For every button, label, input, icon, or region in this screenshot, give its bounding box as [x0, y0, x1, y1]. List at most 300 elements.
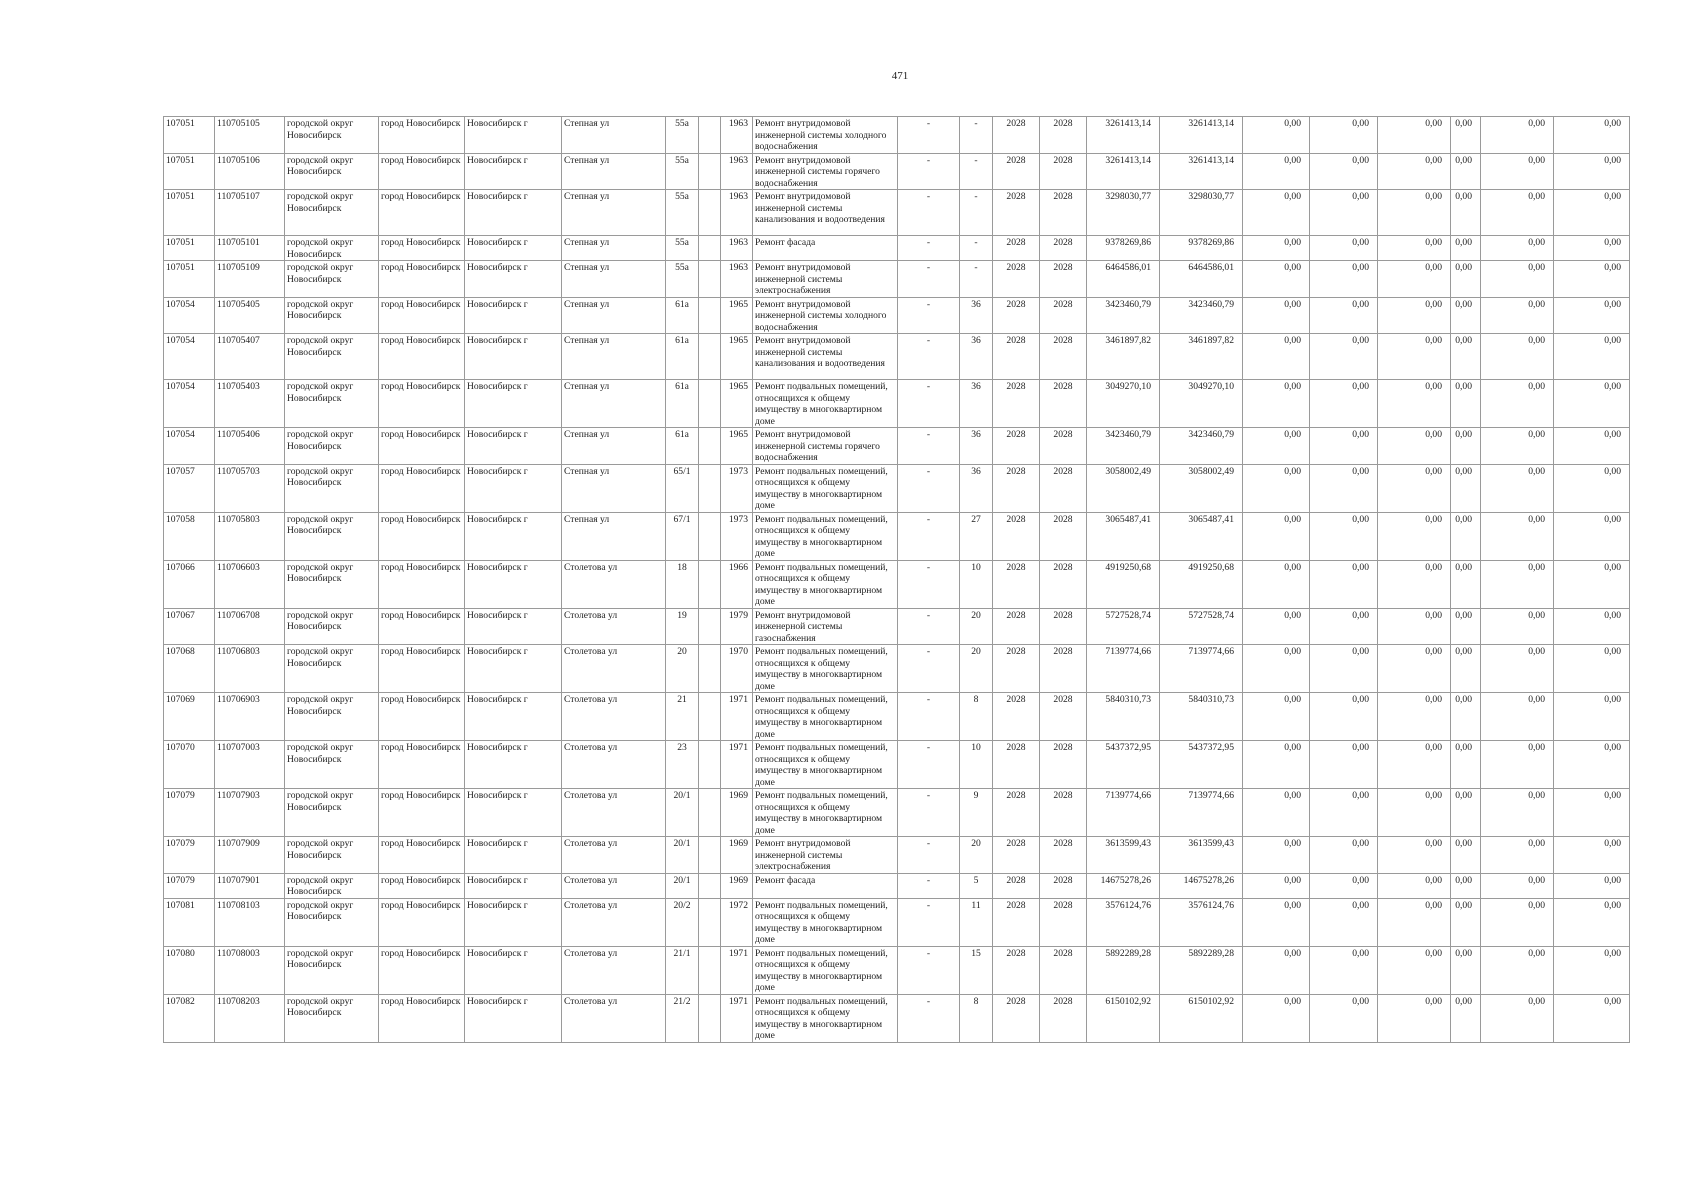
work-type-cell: Ремонт внутридомовой инженерной системы канализования и водоотведения [753, 190, 898, 236]
building-cell [699, 153, 721, 190]
wear-percent-cell: 20 [960, 608, 993, 645]
cost-reserve-cell: 0,00 [1554, 873, 1630, 898]
municipal-district-cell: городской округ Новосибирск [285, 380, 379, 428]
house-id-cell: 107054 [164, 380, 215, 428]
settlement-cell: город Новосибирск [379, 117, 465, 154]
house-number-cell: 21/2 [666, 994, 699, 1042]
cost-local-cell: 0,00 [1378, 190, 1451, 236]
plan-year-start-cell: 2028 [993, 898, 1040, 946]
plan-year-end-cell: 2028 [1040, 261, 1087, 298]
wear-percent-cell: - [960, 190, 993, 236]
work-id-cell: 110706803 [215, 645, 285, 693]
cost-regional-cell: 0,00 [1310, 645, 1378, 693]
note-cell: - [898, 789, 960, 837]
plan-year-start-cell: 2028 [993, 994, 1040, 1042]
cost-reserve-cell: 0,00 [1554, 608, 1630, 645]
note-cell: - [898, 334, 960, 380]
cost-total-cell: 5892289,28 [1087, 946, 1160, 994]
settlement-cell: город Новосибирск [379, 153, 465, 190]
house-id-cell: 107051 [164, 190, 215, 236]
cost-total-cell: 3423460,79 [1087, 428, 1160, 465]
city-cell: Новосибирск г [465, 117, 562, 154]
settlement-cell: город Новосибирск [379, 837, 465, 874]
street-cell: Степная ул [562, 428, 666, 465]
work-type-cell: Ремонт фасада [753, 873, 898, 898]
table-row [164, 837, 1630, 874]
cost-fund-cell: 7139774,66 [1160, 789, 1243, 837]
cost-fund-cell: 3461897,82 [1160, 334, 1243, 380]
cost-local-cell: 0,00 [1378, 693, 1451, 741]
year-built-cell: 1963 [721, 153, 753, 190]
cost-owners-cell: 0,00 [1481, 946, 1554, 994]
house-id-cell: 107069 [164, 693, 215, 741]
street-cell: Столетова ул [562, 608, 666, 645]
cost-reserve-cell: 0,00 [1554, 693, 1630, 741]
cost-total-cell: 3423460,79 [1087, 297, 1160, 334]
municipal-district-cell: городской округ Новосибирск [285, 994, 379, 1042]
cost-federal-cell: 0,00 [1243, 236, 1310, 261]
cost-local-cell: 0,00 [1378, 512, 1451, 560]
municipal-district-cell: городской округ Новосибирск [285, 898, 379, 946]
cost-federal-cell: 0,00 [1243, 693, 1310, 741]
plan-year-start-cell: 2028 [993, 608, 1040, 645]
wear-percent-cell: 20 [960, 645, 993, 693]
house-number-cell: 23 [666, 741, 699, 789]
cost-local-cell: 0,00 [1378, 608, 1451, 645]
note-cell: - [898, 153, 960, 190]
cost-owners-cell: 0,00 [1481, 560, 1554, 608]
work-id-cell: 110705703 [215, 464, 285, 512]
cost-reserve-cell: 0,00 [1554, 741, 1630, 789]
house-number-cell: 20/1 [666, 837, 699, 874]
street-cell: Степная ул [562, 117, 666, 154]
work-id-cell: 110705109 [215, 261, 285, 298]
table-row [164, 380, 1630, 428]
year-built-cell: 1963 [721, 236, 753, 261]
work-id-cell: 110705403 [215, 380, 285, 428]
note-cell: - [898, 994, 960, 1042]
work-type-cell: Ремонт подвальных помещений, относящихся к общему имуществу в многоквартирном доме [753, 741, 898, 789]
year-built-cell: 1965 [721, 380, 753, 428]
cost-other-cell: 0,00 [1451, 873, 1481, 898]
plan-year-end-cell: 2028 [1040, 117, 1087, 154]
municipal-district-cell: городской округ Новосибирск [285, 153, 379, 190]
work-type-cell: Ремонт внутридомовой инженерной системы электроснабжения [753, 837, 898, 874]
plan-year-end-cell: 2028 [1040, 512, 1087, 560]
cost-local-cell: 0,00 [1378, 334, 1451, 380]
year-built-cell: 1969 [721, 789, 753, 837]
plan-year-end-cell: 2028 [1040, 428, 1087, 465]
table-row [164, 693, 1630, 741]
plan-year-start-cell: 2028 [993, 946, 1040, 994]
plan-year-end-cell: 2028 [1040, 608, 1087, 645]
work-id-cell: 110705406 [215, 428, 285, 465]
work-id-cell: 110705407 [215, 334, 285, 380]
cost-regional-cell: 0,00 [1310, 236, 1378, 261]
table-row [164, 789, 1630, 837]
cost-federal-cell: 0,00 [1243, 873, 1310, 898]
plan-year-start-cell: 2028 [993, 153, 1040, 190]
cost-regional-cell: 0,00 [1310, 428, 1378, 465]
house-id-cell: 107051 [164, 117, 215, 154]
building-cell [699, 512, 721, 560]
work-type-cell: Ремонт внутридомовой инженерной системы горячего водоснабжения [753, 153, 898, 190]
building-cell [699, 946, 721, 994]
municipal-district-cell: городской округ Новосибирск [285, 297, 379, 334]
wear-percent-cell: 36 [960, 428, 993, 465]
table-row [164, 464, 1630, 512]
house-number-cell: 61а [666, 428, 699, 465]
cost-other-cell: 0,00 [1451, 789, 1481, 837]
plan-year-end-cell: 2028 [1040, 236, 1087, 261]
building-cell [699, 608, 721, 645]
cost-federal-cell: 0,00 [1243, 117, 1310, 154]
cost-reserve-cell: 0,00 [1554, 645, 1630, 693]
cost-reserve-cell: 0,00 [1554, 837, 1630, 874]
street-cell: Столетова ул [562, 837, 666, 874]
wear-percent-cell: 15 [960, 946, 993, 994]
cost-other-cell: 0,00 [1451, 334, 1481, 380]
street-cell: Столетова ул [562, 898, 666, 946]
cost-owners-cell: 0,00 [1481, 645, 1554, 693]
cost-regional-cell: 0,00 [1310, 464, 1378, 512]
cost-federal-cell: 0,00 [1243, 428, 1310, 465]
cost-federal-cell: 0,00 [1243, 994, 1310, 1042]
cost-reserve-cell: 0,00 [1554, 261, 1630, 298]
building-cell [699, 428, 721, 465]
cost-local-cell: 0,00 [1378, 236, 1451, 261]
cost-total-cell: 5840310,73 [1087, 693, 1160, 741]
street-cell: Столетова ул [562, 645, 666, 693]
table-row [164, 898, 1630, 946]
work-type-cell: Ремонт фасада [753, 236, 898, 261]
plan-year-end-cell: 2028 [1040, 334, 1087, 380]
cost-total-cell: 7139774,66 [1087, 645, 1160, 693]
municipal-district-cell: городской округ Новосибирск [285, 741, 379, 789]
cost-other-cell: 0,00 [1451, 464, 1481, 512]
work-id-cell: 110708003 [215, 946, 285, 994]
work-id-cell: 110706903 [215, 693, 285, 741]
year-built-cell: 1972 [721, 898, 753, 946]
municipal-district-cell: городской округ Новосибирск [285, 428, 379, 465]
house-id-cell: 107051 [164, 153, 215, 190]
cost-fund-cell: 5727528,74 [1160, 608, 1243, 645]
cost-fund-cell: 3423460,79 [1160, 428, 1243, 465]
city-cell: Новосибирск г [465, 560, 562, 608]
cost-local-cell: 0,00 [1378, 873, 1451, 898]
work-type-cell: Ремонт подвальных помещений, относящихся к общему имуществу в многоквартирном доме [753, 645, 898, 693]
street-cell: Столетова ул [562, 693, 666, 741]
cost-other-cell: 0,00 [1451, 428, 1481, 465]
plan-year-start-cell: 2028 [993, 789, 1040, 837]
cost-local-cell: 0,00 [1378, 741, 1451, 789]
wear-percent-cell: 10 [960, 560, 993, 608]
cost-other-cell: 0,00 [1451, 645, 1481, 693]
house-number-cell: 61а [666, 380, 699, 428]
cost-regional-cell: 0,00 [1310, 741, 1378, 789]
cost-total-cell: 3049270,10 [1087, 380, 1160, 428]
street-cell: Степная ул [562, 261, 666, 298]
municipal-district-cell: городской округ Новосибирск [285, 946, 379, 994]
house-id-cell: 107054 [164, 428, 215, 465]
cost-regional-cell: 0,00 [1310, 512, 1378, 560]
year-built-cell: 1965 [721, 428, 753, 465]
cost-total-cell: 3058002,49 [1087, 464, 1160, 512]
table-row [164, 560, 1630, 608]
wear-percent-cell: 8 [960, 994, 993, 1042]
settlement-cell: город Новосибирск [379, 334, 465, 380]
table-row [164, 994, 1630, 1042]
cost-total-cell: 3261413,14 [1087, 153, 1160, 190]
building-cell [699, 190, 721, 236]
table-row [164, 153, 1630, 190]
cost-reserve-cell: 0,00 [1554, 994, 1630, 1042]
cost-owners-cell: 0,00 [1481, 693, 1554, 741]
building-cell [699, 334, 721, 380]
plan-year-start-cell: 2028 [993, 693, 1040, 741]
work-type-cell: Ремонт внутридомовой инженерной системы горячего водоснабжения [753, 428, 898, 465]
cost-total-cell: 3461897,82 [1087, 334, 1160, 380]
table-row [164, 190, 1630, 236]
note-cell: - [898, 512, 960, 560]
cost-owners-cell: 0,00 [1481, 994, 1554, 1042]
house-id-cell: 107054 [164, 297, 215, 334]
house-number-cell: 21/1 [666, 946, 699, 994]
work-id-cell: 110707903 [215, 789, 285, 837]
cost-total-cell: 3576124,76 [1087, 898, 1160, 946]
wear-percent-cell: 9 [960, 789, 993, 837]
street-cell: Степная ул [562, 334, 666, 380]
cost-reserve-cell: 0,00 [1554, 190, 1630, 236]
street-cell: Степная ул [562, 512, 666, 560]
municipal-district-cell: городской округ Новосибирск [285, 190, 379, 236]
cost-other-cell: 0,00 [1451, 512, 1481, 560]
year-built-cell: 1971 [721, 994, 753, 1042]
settlement-cell: город Новосибирск [379, 741, 465, 789]
capital-repair-table [163, 116, 1630, 1043]
work-id-cell: 110705107 [215, 190, 285, 236]
settlement-cell: город Новосибирск [379, 261, 465, 298]
year-built-cell: 1969 [721, 837, 753, 874]
cost-federal-cell: 0,00 [1243, 837, 1310, 874]
cost-other-cell: 0,00 [1451, 380, 1481, 428]
cost-federal-cell: 0,00 [1243, 560, 1310, 608]
work-type-cell: Ремонт подвальных помещений, относящихся к общему имуществу в многоквартирном доме [753, 464, 898, 512]
municipal-district-cell: городской округ Новосибирск [285, 608, 379, 645]
cost-local-cell: 0,00 [1378, 428, 1451, 465]
note-cell: - [898, 837, 960, 874]
plan-year-start-cell: 2028 [993, 380, 1040, 428]
note-cell: - [898, 428, 960, 465]
table-row [164, 236, 1630, 261]
cost-total-cell: 5437372,95 [1087, 741, 1160, 789]
cost-federal-cell: 0,00 [1243, 946, 1310, 994]
house-number-cell: 55а [666, 236, 699, 261]
cost-reserve-cell: 0,00 [1554, 334, 1630, 380]
work-type-cell: Ремонт подвальных помещений, относящихся к общему имуществу в многоквартирном доме [753, 693, 898, 741]
work-id-cell: 110705106 [215, 153, 285, 190]
cost-other-cell: 0,00 [1451, 994, 1481, 1042]
cost-reserve-cell: 0,00 [1554, 297, 1630, 334]
note-cell: - [898, 645, 960, 693]
building-cell [699, 837, 721, 874]
cost-federal-cell: 0,00 [1243, 153, 1310, 190]
street-cell: Степная ул [562, 464, 666, 512]
city-cell: Новосибирск г [465, 741, 562, 789]
house-number-cell: 21 [666, 693, 699, 741]
cost-local-cell: 0,00 [1378, 464, 1451, 512]
wear-percent-cell: 5 [960, 873, 993, 898]
building-cell [699, 117, 721, 154]
cost-fund-cell: 5840310,73 [1160, 693, 1243, 741]
building-cell [699, 645, 721, 693]
cost-owners-cell: 0,00 [1481, 837, 1554, 874]
cost-regional-cell: 0,00 [1310, 946, 1378, 994]
work-type-cell: Ремонт внутридомовой инженерной системы электроснабжения [753, 261, 898, 298]
house-id-cell: 107081 [164, 898, 215, 946]
cost-regional-cell: 0,00 [1310, 789, 1378, 837]
city-cell: Новосибирск г [465, 334, 562, 380]
note-cell: - [898, 560, 960, 608]
city-cell: Новосибирск г [465, 837, 562, 874]
municipal-district-cell: городской округ Новосибирск [285, 560, 379, 608]
municipal-district-cell: городской округ Новосибирск [285, 873, 379, 898]
cost-other-cell: 0,00 [1451, 837, 1481, 874]
cost-local-cell: 0,00 [1378, 380, 1451, 428]
cost-total-cell: 4919250,68 [1087, 560, 1160, 608]
plan-year-start-cell: 2028 [993, 464, 1040, 512]
plan-year-start-cell: 2028 [993, 741, 1040, 789]
house-id-cell: 107082 [164, 994, 215, 1042]
year-built-cell: 1963 [721, 261, 753, 298]
cost-fund-cell: 3298030,77 [1160, 190, 1243, 236]
cost-other-cell: 0,00 [1451, 741, 1481, 789]
cost-owners-cell: 0,00 [1481, 512, 1554, 560]
street-cell: Степная ул [562, 190, 666, 236]
house-id-cell: 107068 [164, 645, 215, 693]
cost-total-cell: 3065487,41 [1087, 512, 1160, 560]
house-number-cell: 61а [666, 297, 699, 334]
cost-reserve-cell: 0,00 [1554, 464, 1630, 512]
house-id-cell: 107079 [164, 789, 215, 837]
cost-owners-cell: 0,00 [1481, 608, 1554, 645]
plan-year-start-cell: 2028 [993, 428, 1040, 465]
page-number: 471 [891, 70, 909, 82]
year-built-cell: 1963 [721, 190, 753, 236]
cost-regional-cell: 0,00 [1310, 153, 1378, 190]
plan-year-end-cell: 2028 [1040, 837, 1087, 874]
cost-owners-cell: 0,00 [1481, 190, 1554, 236]
note-cell: - [898, 464, 960, 512]
work-type-cell: Ремонт внутридомовой инженерной системы холодного водоснабжения [753, 117, 898, 154]
municipal-district-cell: городской округ Новосибирск [285, 334, 379, 380]
cost-total-cell: 7139774,66 [1087, 789, 1160, 837]
cost-local-cell: 0,00 [1378, 560, 1451, 608]
cost-owners-cell: 0,00 [1481, 464, 1554, 512]
cost-regional-cell: 0,00 [1310, 693, 1378, 741]
wear-percent-cell: 36 [960, 297, 993, 334]
house-number-cell: 67/1 [666, 512, 699, 560]
cost-federal-cell: 0,00 [1243, 608, 1310, 645]
work-id-cell: 110705803 [215, 512, 285, 560]
work-type-cell: Ремонт подвальных помещений, относящихся к общему имуществу в многоквартирном доме [753, 994, 898, 1042]
wear-percent-cell: - [960, 236, 993, 261]
work-type-cell: Ремонт подвальных помещений, относящихся к общему имуществу в многоквартирном доме [753, 898, 898, 946]
work-id-cell: 110707909 [215, 837, 285, 874]
cost-local-cell: 0,00 [1378, 789, 1451, 837]
cost-regional-cell: 0,00 [1310, 261, 1378, 298]
plan-year-start-cell: 2028 [993, 645, 1040, 693]
table-row [164, 741, 1630, 789]
city-cell: Новосибирск г [465, 946, 562, 994]
note-cell: - [898, 261, 960, 298]
work-type-cell: Ремонт внутридомовой инженерной системы газоснабжения [753, 608, 898, 645]
house-id-cell: 107051 [164, 261, 215, 298]
plan-year-end-cell: 2028 [1040, 464, 1087, 512]
wear-percent-cell: - [960, 117, 993, 154]
work-id-cell: 110706603 [215, 560, 285, 608]
building-cell [699, 693, 721, 741]
plan-year-start-cell: 2028 [993, 117, 1040, 154]
wear-percent-cell: - [960, 153, 993, 190]
house-id-cell: 107066 [164, 560, 215, 608]
plan-year-end-cell: 2028 [1040, 153, 1087, 190]
house-number-cell: 20/1 [666, 789, 699, 837]
wear-percent-cell: 8 [960, 693, 993, 741]
table-row [164, 297, 1630, 334]
cost-regional-cell: 0,00 [1310, 837, 1378, 874]
cost-local-cell: 0,00 [1378, 153, 1451, 190]
cost-owners-cell: 0,00 [1481, 334, 1554, 380]
plan-year-start-cell: 2028 [993, 560, 1040, 608]
street-cell: Степная ул [562, 153, 666, 190]
cost-owners-cell: 0,00 [1481, 297, 1554, 334]
year-built-cell: 1971 [721, 741, 753, 789]
settlement-cell: город Новосибирск [379, 994, 465, 1042]
note-cell: - [898, 741, 960, 789]
settlement-cell: город Новосибирск [379, 608, 465, 645]
cost-local-cell: 0,00 [1378, 994, 1451, 1042]
cost-total-cell: 9378269,86 [1087, 236, 1160, 261]
plan-year-start-cell: 2028 [993, 873, 1040, 898]
wear-percent-cell: 36 [960, 380, 993, 428]
settlement-cell: город Новосибирск [379, 190, 465, 236]
work-id-cell: 110708203 [215, 994, 285, 1042]
work-type-cell: Ремонт подвальных помещений, относящихся к общему имуществу в многоквартирном доме [753, 789, 898, 837]
cost-owners-cell: 0,00 [1481, 153, 1554, 190]
house-id-cell: 107054 [164, 334, 215, 380]
note-cell: - [898, 236, 960, 261]
cost-federal-cell: 0,00 [1243, 261, 1310, 298]
cost-regional-cell: 0,00 [1310, 117, 1378, 154]
note-cell: - [898, 190, 960, 236]
plan-year-start-cell: 2028 [993, 236, 1040, 261]
cost-total-cell: 5727528,74 [1087, 608, 1160, 645]
year-built-cell: 1973 [721, 512, 753, 560]
plan-year-start-cell: 2028 [993, 837, 1040, 874]
city-cell: Новосибирск г [465, 693, 562, 741]
building-cell [699, 873, 721, 898]
settlement-cell: город Новосибирск [379, 236, 465, 261]
street-cell: Столетова ул [562, 946, 666, 994]
building-cell [699, 789, 721, 837]
cost-fund-cell: 3058002,49 [1160, 464, 1243, 512]
city-cell: Новосибирск г [465, 789, 562, 837]
city-cell: Новосибирск г [465, 297, 562, 334]
cost-fund-cell: 6150102,92 [1160, 994, 1243, 1042]
street-cell: Степная ул [562, 297, 666, 334]
work-id-cell: 110705105 [215, 117, 285, 154]
